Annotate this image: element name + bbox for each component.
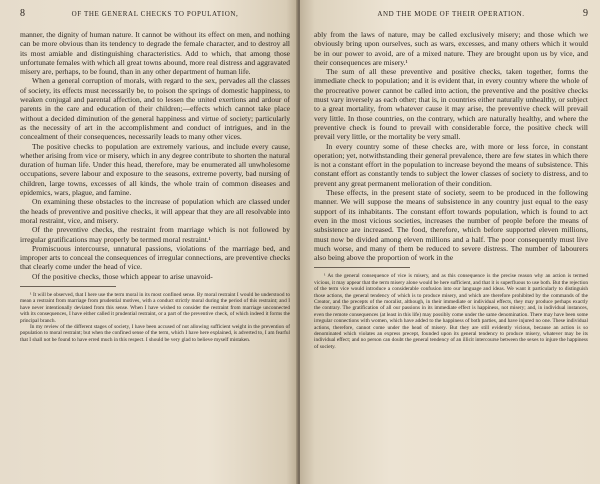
right-page-body [314, 30, 588, 262]
left-footnote: ¹ It will be observed, that I here use the term moral in its most confined sense. By moral restraint I would be understood to mean a restraint from marriage from prudential motives, with a conduct strictly moral during the period of this restraint; and I have never intentionally deviated from this sense. When I have wished to consider the restraint from marriage unconnected with its consequences, I have either called it prudential restraint, or a part of the preventive check, of which indeed it forms the principal branch. [20, 292, 290, 324]
left-page-body [20, 30, 290, 281]
left-paragraph: Of the preventive checks, the restraint from marriage which is not followed by irregular gratifications may properly be termed moral restraint.¹ [20, 225, 290, 244]
right-paragraph: These effects, in the present state of society, seem to be produced in the following manner. We will suppose the means of subsistence in any country just equal to the easy support of its inhabitants. The constant effort towards population, which is found to act even in the most vicious societies, increases the number of people before the means of subsistence are increased. The food, therefore, which before supported eleven millions, must now be divided among eleven millions and a half. The poor consequently must live much worse, and many of them be reduced to severe distress. The number of labourers also being above the proportion of work in the [314, 188, 588, 263]
left-footnote: In my review of the different stages of society, I have been accused of not allowing sufficient weight in the prevention of population to moral restraint; but when the confined sense of the term, which I have here explained, is adverted to, I am fearful that I shall not be found to have erred much in this respect. I should be very glad to believe myself mistaken. [20, 324, 290, 343]
right-paragraph: ably from the laws of nature, may be called exclusively misery; and those which we obviously bring upon ourselves, such as wars, excesses, and many others which it would be in our power to avoid, are of a mixed nature. They are brought upon us by vice, and their consequences are misery.¹ [314, 30, 588, 67]
right-paragraph: The sum of all these preventive and positive checks, taken together, forms the immediate check to population; and it is evident that, in every country where the whole of the procreative power cannot be called into action, the preventive and the positive checks must vary inversely as each other; that is, in countries either naturally unhealthy, or subject to a great mortality, from whatever cause it may arise, the preventive check will prevail very little. In those countries, on the contrary, which are naturally healthy, and where the preventive check is found to prevail with considerable force, the positive check will prevail very little, or the mortality be very small. [314, 67, 588, 142]
right-paragraph: In every country some of these checks are, with more or less force, in constant operation; yet, notwithstanding their general prevalence, there are few states in which there is not a constant effort in the population to increase beyond the means of subsistence. This constant effort as constantly tends to subject the lower classes of society to distress, and to prevent any great permanent melioration of their condition. [314, 141, 588, 188]
left-paragraph: Promiscuous intercourse, unnatural passions, violations of the marriage bed, and improper arts to conceal the consequences of irregular connections, are preventive checks that clearly come under the head of vice. [20, 243, 290, 272]
left-paragraph: When a general corruption of morals, with regard to the sex, pervades all the classes of society, its effects must necessarily be, to poison the springs of domestic happiness, to weaken conjugal and parental affection, and to lessen the united exertions and ardour of parents in the care and education of their children;—effects which cannot take place without a decided diminution of the general happiness and virtue of society; particularly as the necessity of art in the accomplishment and conduct of intrigues, and in the concealment of their consequences, necessarily leads to many other vices. [20, 76, 290, 142]
right-footnotes [314, 273, 588, 350]
footnote-divider [314, 267, 410, 268]
left-page-number: 8 [20, 8, 25, 19]
left-paragraph: The positive checks to population are extremely various, and include every cause, whether arising from vice or misery, which in any degree contribute to shorten the natural duration of human life. Under this head, therefore, may be enumerated all unwholesome occupations, severe labour and exposure to the seasons, extreme poverty, bad nursing of children, large towns, excesses of all kinds, the whole train of common diseases and epidemics, wars, plague, and famine. [20, 141, 290, 198]
right-page [300, 0, 600, 484]
right-footnote: ¹ As the general consequence of vice is misery, and as this consequence is the precise reason why an action is termed vicious, it may appear that the term misery alone would be here sufficient, and that it is superfluous to use both. But the rejection of the term vice would introduce a considerable confusion into our language and ideas. We want it particularly to distinguish those actions, the general tendency of which is to produce misery, and which are therefore prohibited by the commands of the Creator, and the precepts of the moralist, although, in their immediate or individual effects, they may produce perhaps exactly the contrary. The gratification of all our passions in its immediate effect is happiness, not misery; and, in individual instances, even the remote consequences (at least in this life) may possibly come under the same denomination. There may have been some irregular connections with women, which have added to the happiness of both parties, and have injured no one. These individual actions, therefore, cannot come under the head of misery. But they are still evidently vicious, because an action is so denominated which violates an express precept, founded upon its general tendency to produce misery, whatever may be its individual effect; and no person can doubt the general tendency of an illicit intercourse between the sexes to injure the happiness of society. [314, 273, 588, 350]
left-paragraph: manner, the dignity of human nature. It cannot be without its effect on men, and nothing can be more obvious than its tendency to degrade the female character, and to destroy all its most amiable and distinguishing characteristics. Add to which, that among those unfortunate females with which all great towns abound, more real distress and aggravated misery are, perhaps, to be found, than in any other department of human life. [20, 30, 290, 77]
left-footnotes [20, 292, 290, 343]
left-page [0, 0, 298, 484]
right-page-header [314, 10, 588, 24]
right-running-head: AND THE MODE OF THEIR OPERATION. [377, 10, 525, 18]
footnote-divider [20, 286, 116, 287]
right-page-number: 9 [583, 8, 588, 19]
left-paragraph: On examining these obstacles to the increase of population which are classed under the heads of preventive and positive checks, it will appear that they are all resolvable into moral restraint, vice, and misery. [20, 197, 290, 225]
left-page-header [20, 10, 290, 24]
left-running-head: OF THE GENERAL CHECKS TO POPULATION, [71, 10, 239, 18]
left-paragraph: Of the positive checks, those which appear to arise unavoid- [32, 271, 213, 281]
